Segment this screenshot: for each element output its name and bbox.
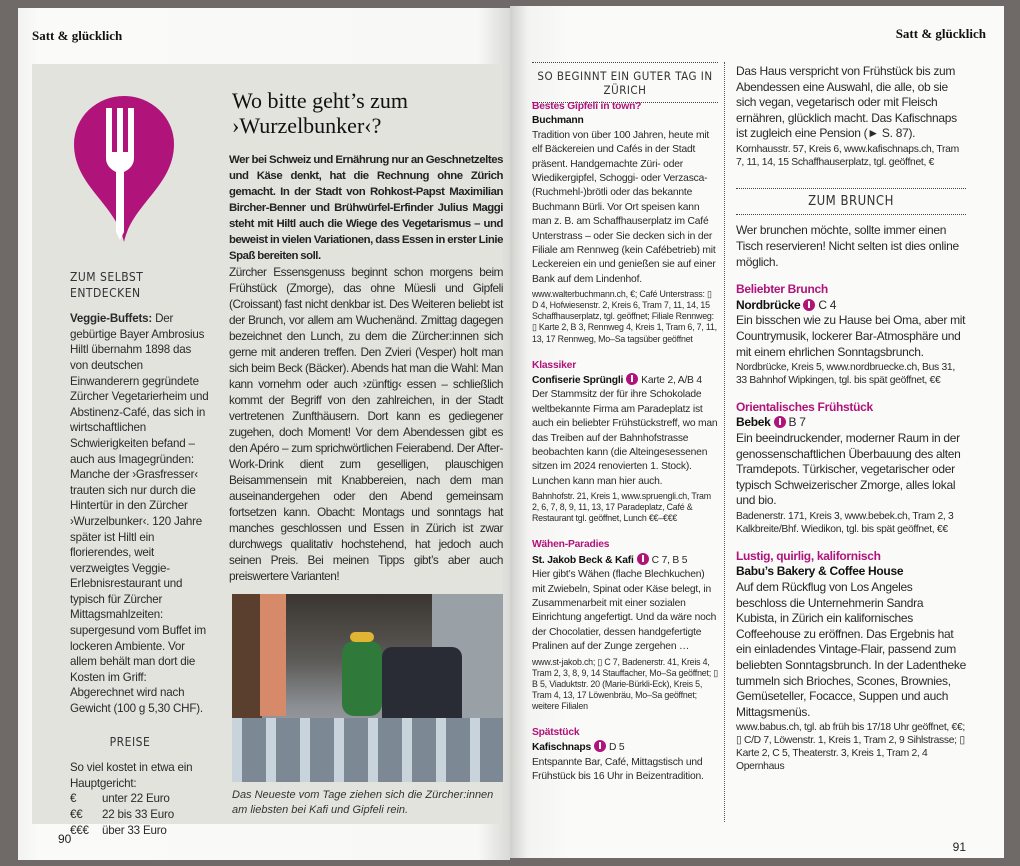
body-text: Zürcher Essensgenuss beginnt schon morgens beim Frühstück (Zmorge), das ohne Müesli und Gipfeli (Croissant) fast nicht denkbar ist. Des Weiteren beliebt ist der Brunch, vor allem am Wuchenänd. Zmittag dagegen bezeichnet den Lunch, zu dem die Zürcher:innen sich gerne mit anderen treffen. Den Zvieri (Vesper) holt man sich beim Beck (Bäcker). Abends hat man die Wahl: Man kann vornehm oder auch ›zünftig‹ essen – schließlich kommt der Begriff von den zahlreichen, in der Stadt vertretenen Zunfthäusern. Dort kann es gediegener zugehen, doch Moment! Vor dem Abendessen gibt es den Apéro – zum sprichwörtlichen Feierabend. Der After-Work-Drink dient zum geselligen, plauschigen Beisammensein mit Knabbereien, nach dem man auseinandergehen oder den Abend gemeinsam fortsetzen kann. Obacht: Montags und sonntags hat manches geschlossen und Essen in Zürich ist zwar durchwegs qualitativ hochstehend, hat jedoch auch seinen Preis. Bei meinen Tipps gibt’s aber auch preiswertere Varianten! (229, 265, 503, 583)
price-range: über 33 Euro (102, 823, 167, 837)
map-reference: C 4 (818, 297, 837, 312)
title-line: Wo bitte geht’s zum (232, 88, 409, 113)
listing-description: Hier gibt’s Wähen (flache Blechkuchen) mit Zwiebeln, Spinat oder Käse belegt, in Zusammenarbeit mit einer sozialen Einrichtung angefertigt. Und da wäre noch der Chocolatier, dessen handgefertigte Pralinen auf der Zunge zergehen … (532, 569, 717, 653)
price-symbol: € (70, 792, 77, 806)
right-page (510, 6, 1004, 858)
intro-info: Kornhausstr. 57, Kreis 6, www.kafischnaps.ch, Tram 7, 11, 14, 15 Schaffhauserplatz, tgl. geöffnet, € (736, 143, 959, 168)
brunch-heading: ZUM BRUNCH (808, 193, 894, 209)
listing-name: Bebek (736, 415, 771, 430)
listing-info: Badenerstr. 171, Kreis 3, www.bebek.ch, Tram 2, 3 Kalkbreite/Bhf. Wiedikon, tgl. bis spät geöffnet, €€ (736, 511, 954, 535)
cafe-photo (232, 594, 503, 782)
listing-name-line (532, 114, 718, 128)
listing-entry (532, 538, 718, 712)
intro-text: Das Haus verspricht von Frühstück bis zum Abendessen eine Auswahl, die alle, ob sie sich vegan, vegetarisch oder mit Fleisch ernähren, glücklich macht. Das Kafischnaps ist zugleich eine Pension (► S. 87). (736, 64, 957, 141)
map-pin-icon (594, 740, 606, 752)
listing-description: Ein beeindruckender, moderner Raum in der genossenschaftlichen Überbauung des alten Tramdepots. Türkischer, vegetarischer oder typisch Schweizerischer Zmorge, alles lokal und bio. (736, 431, 961, 508)
map-pin-icon (803, 299, 815, 311)
listing-info: www.st-jakob.ch; ▯ C 7, Badenerstr. 41, Kreis 4, Tram 2, 3, 8, 9, 14 Stauffacher, Mo–Sa geöffnet; ▯ B 5, Viaduktstr. 20 (Marie-Bürkli-Eck), Kreis 5, Tram 4, 13, 17 Löwenbräu, Mo–Sa geöffnet; weitere Filialen (532, 656, 718, 711)
left-page (18, 8, 510, 860)
listing-name: Nordbrücke (736, 297, 801, 312)
sidebar (70, 270, 212, 837)
price-row (70, 791, 212, 807)
column-divider (724, 62, 725, 822)
running-head: Satt & glücklich (32, 28, 123, 43)
page-number: 90 (58, 832, 72, 846)
listing-name: Buchmann (532, 115, 584, 127)
prices-intro: So viel kostet in etwa ein Hauptgericht: (70, 761, 193, 790)
listing-entry (532, 726, 718, 785)
lead-paragraph: Wer bei Schweiz und Ernährung nur an Geschnetzeltes und Käse denkt, hat die Rechnung ohne Zürich gemacht. In der Stadt von Rohkost-Papst Maximilian Bircher-Benner und Brühwürfel-Erfinder Julius Maggi steht mit Hiltl auch die Wiege des Vegetarismus – und beweist in vielen Variationen, dass Essen in erster Linie Spaß bereiten soll. (229, 154, 503, 262)
price-range: unter 22 Euro (102, 792, 170, 806)
price-range: 22 bis 33 Euro (102, 808, 174, 821)
listing-name-line (736, 415, 966, 431)
listing-info: www.walterbuchmann.ch, €; Café Unterstrass: ▯ D 4, Hofwiesenstr. 2, Kreis 6, Tram 7, 11, 14, 15 Schaffhauserplatz, tgl. geöffnet; Filiale Rennweg: ▯ Karte 2, B 3, Rennweg 4, Kreis 1, Tram 6, 7, 11, 13, 17 Rennweg, Mo–Sa tagsüber geöffnet (532, 289, 717, 344)
listing-info: Nordbrücke, Kreis 5, www.nordbruecke.ch, Bus 31, 33 Bahnhof Wipkingen, tgl. bis spät geöffnet, €€ (736, 362, 955, 386)
listing-entry (736, 549, 966, 774)
sidebar-body: Der gebürtige Bayer Ambrosius Hiltl übernahm 1898 das von deutschen Einwanderern gegründete Zürcher Vegetarierheim und Abstinenz-Café, das sich in wirtschaftlichen Schwierigkeiten befand – auch aus Imagegründen: Manche der ›Grasfresser‹ trauten sich nur durch die Hintertür in den Zürcher ›Wurzelbunker‹. 120 Jahre später ist Hiltl ein florierendes, weit verzweigtes Veggie-Erlebnisrestaurant und typisch für Zürcher Mittagsmahlzeiten: supergesund vom Buffet im lockeren Ambiente. Vor allem behält man dort die Kosten im Griff: Abgerechnet wird nach Gewicht (100 g 5,30 CHF). (70, 312, 209, 716)
map-reference: Karte 2, A/B 4 (641, 375, 702, 386)
sidebar-text (70, 311, 212, 716)
listing-category: Klassiker (532, 359, 576, 371)
map-pin-icon (774, 416, 786, 428)
listing-name: Confiserie Sprüngli (532, 375, 624, 386)
price-list (70, 791, 212, 838)
sidebar-term: Veggie-Buffets: (70, 312, 153, 326)
page-number: 91 (952, 840, 966, 854)
listing-category: Beliebter Brunch (736, 282, 828, 297)
price-symbol: €€ (70, 808, 83, 821)
listing-column-2 (736, 64, 966, 786)
title-line: ›Wurzelbunker‹? (232, 113, 382, 138)
brunch-listings (736, 282, 966, 774)
col1-heading: SO BEGINNT EIN GUTER TAG IN ZÜRICH (537, 69, 713, 97)
map-reference: C 7, B 5 (651, 554, 688, 566)
sidebar-heading: ZUM SELBST ENTDECKEN (70, 270, 144, 300)
listing-entry (736, 282, 966, 388)
map-pin-icon (637, 553, 649, 565)
divider (736, 214, 966, 215)
listing-category: Spätstück (532, 727, 580, 738)
map-pin-icon (626, 373, 638, 385)
listing-name: Kafischnaps (532, 742, 592, 754)
listing-info: Bahnhofstr. 21, Kreis 1, www.spruengli.ch, Tram 2, 6, 7, 8, 9, 11, 13, 17 Paradeplatz, Café & Restaurant tgl. geöffnet, Lunch €€–€€€ (532, 491, 711, 524)
listing-entry (532, 359, 718, 525)
prices-heading: PREISE (109, 734, 151, 749)
photo-caption: Das Neueste vom Tage ziehen sich die Zürcher:innen am liebsten bei Kafi und Gipfeli rein. (232, 789, 494, 816)
brunch-intro: Wer brunchen möchte, sollte immer einen Tisch reservieren! Nicht selten ist dies online möglich. (736, 223, 959, 269)
col1-heading-box (532, 62, 718, 103)
price-symbol: €€€ (70, 823, 89, 837)
listing-category: Wähen-Paradies (532, 539, 610, 551)
listing-column-1 (532, 100, 718, 799)
price-row (70, 807, 212, 823)
price-row (70, 823, 212, 839)
listing-name-line (736, 564, 966, 580)
listing-description: Ein bisschen wie zu Hause bei Oma, aber mit Countrymusik, lockerer Bar-Atmosphäre und mit einem ehrlichen Sonntagsbrunch. (736, 313, 966, 359)
article-column (229, 88, 503, 818)
listing-name-line (532, 553, 718, 568)
listing-name: Babu’s Bakery & Coffee House (736, 564, 904, 579)
article-title (232, 88, 503, 138)
listing-category: Orientalisches Frühstück (736, 399, 873, 414)
map-reference: B 7 (788, 415, 806, 430)
listing-entry (736, 400, 966, 537)
listing-info: www.babus.ch, tgl. ab früh bis 17/18 Uhr geöffnet, €€; ▯ C/D 7, Löwenstr. 1, Kreis 1, Tram 2, 9 Sihlstrasse; ▯ Karte 2, C 5, Theaterstr. 3, Kreis 1, Tram 2, 4 Opernhaus (736, 722, 965, 773)
running-head: Satt & glücklich (895, 26, 986, 41)
listing-description: Auf dem Rückflug von Los Angeles beschloss die Unternehmerin Sandra Kubista, in Zürich ein kalifornisches Coffeehouse zu eröffnen. Das Ergebnis hat ein einladendes Vintage-Flair, passend zum beliebten Sonntagsbrunch. In der Ladentheke tummeln sich Brioches, Scones, Brownies, Gemüseteller, Focacce, Suppen und auch Mittagsmenüs. (736, 580, 966, 719)
listing-category: Bestes Gipfeli in town? (532, 101, 642, 112)
listing-name: St. Jakob Beck & Kafi (532, 554, 634, 566)
listing-name-line (532, 373, 718, 388)
listing-category: Lustig, quirlig, kalifornisch (736, 548, 881, 563)
listing-name-line (736, 298, 966, 314)
listing-entry (532, 100, 718, 345)
listing-description: Tradition von über 100 Jahren, heute mit elf Bäckereien und Cafés in der Stadt präsent. Handgemachte Züri- oder Wiedikergipfel, Schoggi- oder Verzasca-(Ruchmehl-)brötli oder das bekannte Buchmann Bürli. Vor Ort speisen kann man z. B. am Schaffhauserplatz im Café Unterstrass – oder Sie decken sich in der Filiale am Rennweg (kein Cafébetrieb) mit Leckereien ein und genießen sie auf einer Bank auf dem Lindenhof. (532, 129, 716, 285)
fork-pin-icon (72, 94, 176, 244)
listing-description: Entspannte Bar, Café, Mittagstisch und Frühstück bis 16 Uhr in Beizentradition. (532, 756, 704, 783)
feature-box (32, 64, 503, 837)
map-reference: D 5 (609, 742, 625, 754)
listing-description: Der Stammsitz der für ihre Schokolade weltbekannte Firma am Paradeplatz ist auch ein beliebter Frühstückstreff, wo man das Treiben auf der Bahnhofstrasse beobachten kann (die Alteingesessenen sitzen im 2024 renovierten 1. Stock). Lunchen kann man hier auch. (532, 389, 718, 487)
listing-name-line (532, 740, 718, 755)
